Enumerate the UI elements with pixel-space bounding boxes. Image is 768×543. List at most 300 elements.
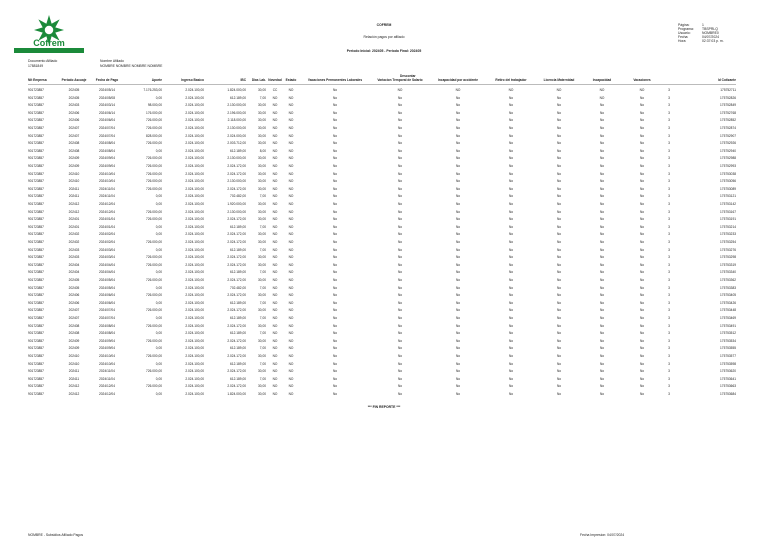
col-estado-cell: NO	[288, 369, 294, 374]
col-licencia-maternidad-cell: No	[556, 316, 562, 320]
col-periodo-cell: 202405	[68, 278, 80, 282]
col-ingreso-basico-cell: 2.024.100,00	[185, 88, 204, 92]
col-vacaciones-permanentes-cell: No	[332, 293, 338, 298]
col-fecha-pago-cell: 2024/10/04	[99, 179, 115, 184]
col-id-cotizante-cell: 175753663	[720, 384, 736, 389]
col-retiro-trabajador-cell: No	[508, 369, 514, 374]
col-estado-cell: NO	[288, 361, 294, 366]
col-vacaciones-cell: NO	[639, 88, 645, 92]
col-incapacidad-cell: No	[599, 133, 605, 138]
col-aporte-cell: 726.000,00	[146, 369, 162, 374]
col-novedad-cell: NO	[272, 354, 278, 358]
col-incapacidad-accidente-cell: No	[455, 369, 461, 374]
col-dias-lab-cell: 30,00	[258, 217, 266, 222]
col-dias-lab-cell: 30,00	[258, 186, 266, 191]
col-estado-cell: NO	[288, 262, 294, 267]
col-flag-cell: 3	[668, 293, 670, 298]
col-vacaciones-permanentes-cell: No	[332, 126, 338, 130]
col-ibc-cell: 702.482,00	[230, 194, 246, 199]
col-id-cotizante-cell: 175753298	[720, 255, 736, 260]
affiliate-name-value: NOMBRE NOMBRE NOMBRE NOMBRE	[100, 64, 163, 68]
col-vacaciones-permanentes-cell: No	[332, 262, 338, 267]
col-ibc-header: IBC	[240, 78, 246, 82]
col-vacaciones-permanentes-cell: No	[332, 141, 338, 146]
col-aporte-cell: 726.000,00	[146, 164, 162, 168]
col-id-cotizante-cell: 175752874	[720, 126, 736, 130]
table-row	[0, 210, 768, 215]
col-ingreso-basico-cell: 2.024.100,00	[185, 209, 204, 214]
col-periodo-cell: 202405	[68, 88, 80, 92]
col-novedad-cell: NO	[272, 217, 278, 222]
col-dias-lab-cell: 30,00	[258, 323, 266, 328]
col-incapacidad-cell: No	[599, 392, 605, 396]
col-id-cotizante-cell: 175752926	[720, 141, 736, 146]
col-vacaciones-cell: No	[639, 148, 645, 153]
col-incapacidad-cell: No	[599, 103, 605, 108]
col-fecha-pago-cell: 2024/12/04	[99, 202, 115, 206]
affiliate-doc-value: 17881849	[28, 64, 44, 68]
col-dias-lab-cell: 30,00	[258, 354, 266, 358]
col-ingreso-basico-cell: 2.024.100,00	[185, 141, 204, 146]
col-licencia-maternidad-cell: No	[556, 376, 562, 381]
col-aporte-cell: 726.000,00	[146, 209, 162, 214]
col-retiro-trabajador-cell: No	[508, 331, 514, 336]
col-retiro-trabajador-cell: No	[508, 179, 514, 184]
col-estado-cell: NO	[288, 338, 294, 343]
col-incapacidad-accidente-cell: No	[455, 346, 461, 351]
col-aporte-cell: 0,00	[155, 316, 162, 320]
col-novedad-cell: NO	[272, 209, 278, 214]
col-retiro-trabajador-cell: No	[508, 300, 514, 305]
col-periodo-cell: 202404	[68, 262, 80, 267]
col-estado-cell: NO	[288, 255, 294, 260]
col-incapacidad-cell: No	[599, 384, 605, 389]
col-retiro-trabajador-cell: No	[508, 240, 514, 244]
col-ibc-cell: 2.130.000,00	[227, 179, 246, 184]
col-licencia-maternidad-cell: No	[556, 384, 562, 389]
col-periodo-cell: 202412	[68, 202, 80, 206]
col-estado-cell: NO	[288, 103, 294, 108]
table-row	[0, 96, 768, 101]
col-vacaciones-cell: No	[639, 346, 645, 351]
col-licencia-maternidad-cell: No	[556, 262, 562, 267]
col-id-cotizante-cell: 175753426	[720, 300, 736, 305]
col-estado-cell: NO	[288, 308, 294, 313]
col-licencia-maternidad-cell: No	[556, 338, 562, 343]
table-row	[0, 164, 768, 169]
col-retiro-trabajador-cell: No	[508, 308, 514, 313]
col-aporte-cell: 0,00	[155, 202, 162, 206]
table-row	[0, 248, 768, 253]
col-fecha-pago-cell: 2024/03/04	[99, 247, 115, 252]
col-dias-lab-cell: 30,00	[258, 384, 266, 389]
col-incapacidad-cell: No	[599, 179, 605, 184]
col-retiro-trabajador-cell: No	[508, 209, 514, 214]
col-novedad-cell: NO	[272, 95, 278, 100]
col-estado-cell: NO	[288, 217, 294, 222]
col-id-cotizante-cell: 175753684	[720, 392, 736, 396]
col-retiro-trabajador-cell: No	[508, 133, 514, 138]
col-novedad-cell: NO	[272, 270, 278, 275]
col-periodo-cell: 202412	[68, 209, 80, 214]
col-vacaciones-header: Vacaciones	[633, 78, 651, 82]
col-variacion-temporal-cell: No	[397, 148, 403, 153]
col-id-cotizante-cell: 175752988	[720, 156, 736, 161]
col-variacion-temporal-cell: No	[397, 270, 403, 275]
col-nit-empresa-cell: 901723857	[28, 331, 44, 336]
col-vacaciones-permanentes-cell: No	[332, 103, 338, 108]
col-fecha-pago-cell: 2024/05/08	[99, 95, 115, 100]
col-fecha-pago-cell: 2024/11/04	[99, 186, 115, 191]
col-incapacidad-accidente-cell: No	[455, 179, 461, 184]
col-dias-lab-cell: 30,00	[258, 232, 266, 237]
col-nit-empresa-cell: 901723857	[28, 270, 44, 275]
col-vacaciones-cell: No	[639, 331, 645, 336]
col-ibc-cell: 612.189,00	[230, 224, 246, 229]
col-aporte-cell: 828.000,00	[146, 133, 162, 138]
col-vacaciones-permanentes-cell: No	[332, 133, 338, 138]
col-vacaciones-permanentes-cell: No	[332, 369, 338, 374]
col-id-cotizante-cell: 175753167	[720, 209, 736, 214]
col-retiro-trabajador-cell: No	[508, 255, 514, 260]
table-row	[0, 134, 768, 139]
col-id-cotizante-cell: 175753089	[720, 186, 736, 191]
col-incapacidad-cell: No	[599, 224, 605, 229]
col-vacaciones-cell: No	[639, 376, 645, 381]
col-ibc-cell: 2.024.172,00	[227, 217, 246, 222]
col-nit-empresa-cell: 901723857	[28, 217, 44, 222]
report-title: Relación pagos por afiliado	[363, 35, 405, 39]
col-licencia-maternidad-cell: No	[556, 247, 562, 252]
col-incapacidad-accidente-cell: No	[455, 148, 461, 153]
col-fecha-pago-cell: 2024/09/04	[99, 156, 115, 161]
col-incapacidad-cell: No	[599, 316, 605, 320]
col-retiro-trabajador-cell: NO	[508, 88, 514, 92]
col-periodo-cell: 202411	[68, 369, 80, 374]
col-retiro-trabajador-cell: No	[508, 361, 514, 366]
col-id-cotizante-cell: 175753448	[720, 308, 736, 313]
col-flag-cell: 3	[668, 346, 670, 351]
col-variacion-temporal-cell: No	[397, 392, 403, 396]
col-ibc-cell: 1.920.000,00	[227, 202, 246, 206]
col-incapacidad-accidente-cell: No	[455, 247, 461, 252]
col-incapacidad-accidente-cell: No	[455, 331, 461, 336]
col-flag-cell: 3	[668, 110, 670, 115]
col-dias-lab-cell: 30,00	[258, 392, 266, 396]
col-periodo-cell: 202406	[68, 300, 80, 305]
col-fecha-pago-cell: 2024/09/04	[99, 164, 115, 168]
col-incapacidad-accidente-cell: No	[455, 361, 461, 366]
col-licencia-maternidad-cell: No	[556, 126, 562, 130]
col-dias-lab-cell: 30,00	[258, 88, 266, 92]
col-vacaciones-permanentes-cell: No	[332, 209, 338, 214]
col-flag-cell: 3	[668, 164, 670, 168]
col-aporte-cell: 0,00	[155, 270, 162, 275]
col-vacaciones-permanentes-cell: No	[332, 232, 338, 237]
col-variacion-temporal-cell: No	[397, 255, 403, 260]
col-aporte-cell: 0,00	[155, 232, 162, 237]
col-vacaciones-permanentes-cell: No	[332, 88, 338, 92]
table-row	[0, 354, 768, 359]
col-variacion-temporal-cell: No	[397, 103, 403, 108]
col-id-cotizante-cell: 175753641	[720, 376, 736, 381]
col-licencia-maternidad-cell: No	[556, 232, 562, 237]
col-ingreso-basico-cell: 2.024.100,00	[185, 194, 204, 199]
col-periodo-cell: 202401	[68, 217, 80, 222]
col-novedad-cell: NO	[272, 293, 278, 298]
col-aporte-cell: 726.000,00	[146, 293, 162, 298]
col-retiro-trabajador-cell: No	[508, 338, 514, 343]
col-aporte-cell: 726.000,00	[146, 240, 162, 244]
col-flag-cell: 3	[668, 240, 670, 244]
col-id-cotizante-cell: 175752907	[720, 133, 736, 138]
col-ingreso-basico-cell: 2.024.100,00	[185, 376, 204, 381]
table-row	[0, 377, 768, 382]
col-retiro-trabajador-cell: No	[508, 164, 514, 168]
col-fecha-pago-cell: 2024/02/04	[99, 232, 115, 237]
col-ibc-cell: 612.189,00	[230, 300, 246, 305]
col-variacion-temporal-cell: No	[397, 346, 403, 351]
col-ibc-cell: 2.024.172,00	[227, 293, 246, 298]
col-fecha-pago-cell: 2024/06/14	[99, 110, 115, 115]
col-nit-empresa-cell: 901723857	[28, 103, 44, 108]
col-vacaciones-cell: No	[639, 232, 645, 237]
col-aporte-cell: 726.000,00	[146, 354, 162, 358]
col-ingreso-basico-cell: 2.024.100,00	[185, 179, 204, 184]
col-novedad-cell: NO	[272, 316, 278, 320]
col-incapacidad-accidente-cell: No	[455, 186, 461, 191]
col-ibc-cell: 612.189,00	[230, 270, 246, 275]
col-aporte-cell: 0,00	[155, 331, 162, 336]
col-dias-lab-cell: 8,00	[259, 148, 266, 153]
col-fecha-pago-cell: 2024/07/04	[99, 316, 115, 320]
col-flag-cell: 3	[668, 232, 670, 237]
col-periodo-cell: 202406	[68, 293, 80, 298]
col-ibc-cell: 2.024.172,00	[227, 240, 246, 244]
col-nit-empresa-cell: 901723857	[28, 179, 44, 184]
col-estado-cell: NO	[288, 247, 294, 252]
table-row	[0, 286, 768, 291]
col-ibc-cell: 2.024.172,00	[227, 354, 246, 358]
col-novedad-cell: NO	[272, 262, 278, 267]
col-novedad-cell: NO	[272, 126, 278, 130]
col-aporte-cell: 0,00	[155, 376, 162, 381]
col-flag-cell: 3	[668, 133, 670, 138]
table-row	[0, 384, 768, 389]
col-flag-cell: 3	[668, 285, 670, 290]
col-variacion-temporal-cell: No	[397, 361, 403, 366]
col-novedad-cell: NO	[272, 255, 278, 260]
col-ibc-cell: 2.130.000,00	[227, 103, 246, 108]
col-dias-lab-cell: 30,00	[258, 202, 266, 206]
col-periodo-cell: 202406	[68, 118, 80, 123]
col-vacaciones-permanentes-cell: No	[332, 354, 338, 358]
col-licencia-maternidad-cell: No	[556, 293, 562, 298]
col-flag-cell: 3	[668, 179, 670, 184]
table-row	[0, 293, 768, 298]
col-licencia-maternidad-cell: No	[556, 141, 562, 146]
col-ingreso-basico-cell: 2.024.100,00	[185, 270, 204, 275]
col-id-cotizante-cell: 175752711	[720, 88, 736, 92]
col-ingreso-basico-cell: 2.024.100,00	[185, 202, 204, 206]
col-licencia-maternidad-cell: No	[556, 224, 562, 229]
col-vacaciones-cell: No	[639, 384, 645, 389]
col-id-cotizante-cell: 175753362	[720, 278, 736, 282]
col-periodo-cell: 202412	[68, 384, 80, 389]
col-licencia-maternidad-cell: No	[556, 209, 562, 214]
col-nit-empresa-cell: 901723857	[28, 316, 44, 320]
col-retiro-trabajador-cell: No	[508, 346, 514, 351]
col-vacaciones-cell: No	[639, 262, 645, 267]
col-periodo-cell: 202405	[68, 95, 80, 100]
col-ibc-cell: 612.189,00	[230, 247, 246, 252]
col-vacaciones-permanentes-cell: No	[332, 224, 338, 229]
col-fecha-pago-cell: 2024/12/04	[99, 209, 115, 214]
col-nit-empresa-cell: 901723857	[28, 247, 44, 252]
col-licencia-maternidad-cell: No	[556, 392, 562, 396]
col-retiro-trabajador-cell: No	[508, 217, 514, 222]
col-licencia-maternidad-cell: No	[556, 202, 562, 206]
col-vacaciones-permanentes-cell: No	[332, 331, 338, 336]
col-incapacidad-cell: NO	[599, 95, 605, 100]
col-novedad-cell: NO	[272, 186, 278, 191]
col-aporte-cell: 726.000,00	[146, 217, 162, 222]
col-licencia-maternidad-cell: No	[556, 369, 562, 374]
col-nit-empresa-cell: 901723857	[28, 224, 44, 229]
col-incapacidad-accidente-cell: No	[455, 224, 461, 229]
col-aporte-cell: 726.000,00	[146, 118, 162, 123]
col-estado-cell: NO	[288, 171, 294, 176]
col-vacaciones-cell: No	[639, 110, 645, 115]
col-novedad-cell: NO	[272, 308, 278, 313]
col-dias-lab-cell: 7,00	[259, 194, 266, 199]
col-periodo-header: Periodo Ascuaje	[61, 78, 87, 82]
col-fecha-pago-cell: 2024/06/04	[99, 300, 115, 305]
col-licencia-maternidad-cell: NO	[556, 88, 562, 92]
col-incapacidad-accidente-cell: No	[455, 95, 461, 100]
table-row	[0, 172, 768, 177]
col-vacaciones-cell: No	[639, 194, 645, 199]
col-incapacidad-accidente-cell: No	[455, 384, 461, 389]
col-fecha-pago-cell: 2024/12/04	[99, 384, 115, 389]
col-vacaciones-permanentes-cell: No	[332, 346, 338, 351]
col-licencia-maternidad-cell: No	[556, 270, 562, 275]
col-ibc-cell: 2.024.000,00	[227, 133, 246, 138]
col-novedad-cell: NO	[272, 232, 278, 237]
col-vacaciones-permanentes-cell: No	[332, 156, 338, 161]
col-variacion-temporal-cell: No	[397, 202, 403, 206]
col-aporte-cell: 726.000,00	[146, 278, 162, 282]
col-ingreso-basico-cell: 2.024.100,00	[185, 110, 204, 115]
col-ingreso-basico-cell: 2.024.100,00	[185, 338, 204, 343]
col-ibc-cell: 2.024.172,00	[227, 171, 246, 176]
col-dias-lab-cell: 7,00	[259, 270, 266, 275]
col-retiro-trabajador-cell: No	[508, 232, 514, 237]
col-incapacidad-cell: No	[599, 369, 605, 374]
col-vacaciones-permanentes-cell: No	[332, 300, 338, 305]
col-vacaciones-permanentes-cell: No	[332, 278, 338, 282]
col-novedad-cell: NO	[272, 278, 278, 282]
col-periodo-cell: 202408	[68, 148, 80, 153]
col-fecha-pago-cell: 2024/03/04	[99, 255, 115, 260]
col-novedad-cell: NO	[272, 369, 278, 374]
col-periodo-cell: 202403	[68, 103, 80, 108]
col-id-cotizante-cell: 175753254	[720, 240, 736, 244]
col-aporte-cell: 726.000,00	[146, 141, 162, 146]
col-novedad-cell: NO	[272, 202, 278, 206]
col-incapacidad-cell: No	[599, 202, 605, 206]
col-novedad-cell: NO	[272, 110, 278, 115]
col-ingreso-basico-cell: 2.024.100,00	[185, 255, 204, 260]
table-row	[0, 232, 768, 237]
col-ibc-cell: 2.196.000,00	[227, 110, 246, 115]
col-incapacidad-cell: No	[599, 376, 605, 381]
col-fecha-pago-cell: 2024/08/04	[99, 148, 115, 153]
col-incapacidad-accidente-cell: No	[455, 278, 461, 282]
col-ingreso-basico-cell: 2.024.100,00	[185, 331, 204, 336]
col-vacaciones-permanentes-cell: No	[332, 164, 338, 168]
col-ibc-cell: 612.189,00	[230, 376, 246, 381]
col-vacaciones-cell: No	[639, 171, 645, 176]
col-incapacidad-cell: No	[599, 164, 605, 168]
col-incapacidad-accidente-cell: No	[455, 141, 461, 146]
col-flag-cell: 3	[668, 308, 670, 313]
col-ingreso-basico-cell: 2.024.100,00	[185, 323, 204, 328]
table-row	[0, 217, 768, 222]
table-row	[0, 270, 768, 275]
col-ingreso-basico-cell: 2.024.100,00	[185, 232, 204, 237]
col-aporte-cell: 726.000,00	[146, 255, 162, 260]
col-retiro-trabajador-cell: No	[508, 95, 514, 100]
col-periodo-cell: 202410	[68, 361, 80, 366]
col-incapacidad-accidente-cell: No	[455, 285, 461, 290]
col-estado-cell: NO	[288, 148, 294, 153]
col-flag-cell: 3	[668, 171, 670, 176]
col-ibc-cell: 2.024.172,00	[227, 255, 246, 260]
col-novedad-cell: NO	[272, 338, 278, 343]
col-id-cotizante-cell: 175753233	[720, 232, 736, 237]
col-variacion-temporal-cell: No	[397, 278, 403, 282]
logo-wordmark: Cofrem	[33, 38, 65, 48]
col-incapacidad-accidente-cell: No	[455, 270, 461, 275]
col-periodo-cell: 202407	[68, 133, 80, 138]
col-estado-cell: NO	[288, 232, 294, 237]
col-dias-lab-cell: 30,00	[258, 240, 266, 244]
col-periodo-cell: 202408	[68, 323, 80, 328]
col-retiro-trabajador-cell: No	[508, 118, 514, 123]
col-ibc-cell: 1.824.000,00	[227, 392, 246, 396]
col-fecha-pago-cell: 2024/09/04	[99, 346, 115, 351]
col-flag-cell: 3	[668, 255, 670, 260]
col-fecha-pago-cell: 2024/03/14	[99, 103, 115, 108]
col-id-cotizante-cell: 175752993	[720, 164, 736, 168]
col-vacaciones-permanentes-cell: No	[332, 384, 338, 389]
col-id-cotizante-cell: 175753620	[720, 369, 736, 374]
col-flag-cell: 3	[668, 300, 670, 305]
col-estado-cell: NO	[288, 141, 294, 146]
col-vacaciones-permanentes-cell: No	[332, 361, 338, 366]
col-dias-lab-cell: 30,00	[258, 141, 266, 146]
col-licencia-maternidad-cell: No	[556, 164, 562, 168]
col-licencia-maternidad-cell: No	[556, 186, 562, 191]
col-incapacidad-accidente-cell: No	[455, 110, 461, 115]
col-ingreso-basico-cell: 2.024.100,00	[185, 316, 204, 320]
col-ingreso-basico-cell: 2.024.100,00	[185, 346, 204, 351]
col-vacaciones-cell: No	[639, 240, 645, 244]
col-retiro-trabajador-cell: No	[508, 270, 514, 275]
footer-left-text: NOMBRE - Subsidios Afiliado Pagos	[28, 533, 84, 537]
col-dias-lab-cell: 30,00	[258, 118, 266, 123]
